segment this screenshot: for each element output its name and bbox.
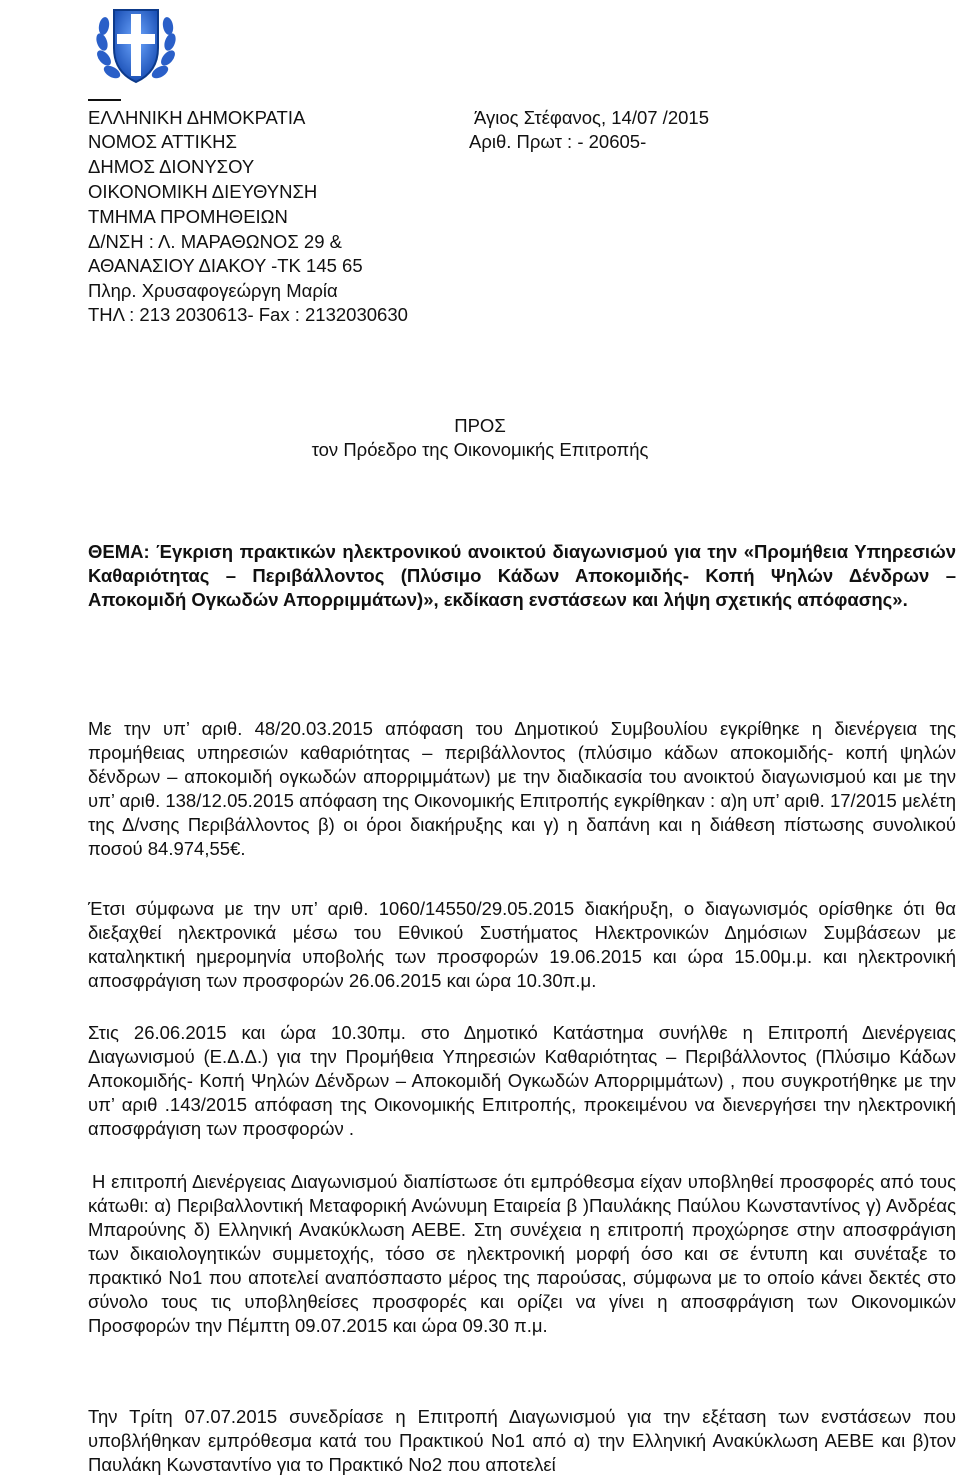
header-line-directorate: ΟΙΚΟΝΟΜΙΚΗ ΔΙΕΥΘΥΝΣΗ	[88, 181, 318, 202]
header-line-address: Δ/ΝΣΗ : Λ. ΜΑΡΑΘΩΝΟΣ 29 &	[88, 231, 342, 252]
header-rule	[88, 99, 121, 101]
recipient-name: τον Πρόεδρο της Οικονομικής Επιτροπής	[311, 439, 649, 460]
header-line-prefecture: ΝΟΜΟΣ ΑΤΤΙΚΗΣ	[88, 131, 237, 152]
header-line-country: ΕΛΛΗΝΙΚΗ ΔΗΜΟΚΡΑΤΙΑ	[88, 107, 306, 128]
greek-coat-of-arms-icon	[92, 2, 180, 90]
paragraph-1: Με την υπ’ αριθ. 48/20.03.2015 απόφαση του Δημοτικού Συμβουλίου εγκρίθηκε η διενέργεια της προμήθειας υπηρεσιών καθαριότητας – περιβάλλοντος (πλύσιμο κάδων αποκομιδής- κοπή ψηλών δένδρων – αποκομιδή ογκωδών απορριμμάτων) με την διαδικασία του ανοικτού διαγωνισμού και με την υπ’ αριθ. 138/12.05.2015 απόφαση της Οικονομικής Επιτροπής εγκρίθηκαν : α)η υπ’ αριθ. 17/2015 μελέτη της Δ/νσης Περιβάλλοντος β) οι όροι διακήρυξης και γ) η δαπάνη και η διάθεση πίστωσης συνολικού ποσού 84.974,55€.	[88, 718, 956, 859]
protocol-number: Αριθ. Πρωτ : - 20605-	[469, 131, 647, 152]
paragraph-5: Την Τρίτη 07.07.2015 συνεδρίασε η Επιτροπή Διαγωνισμού για την εξέταση των ενστάσεων που υποβλήθηκαν εμπρόθεσμα κατά του Πρακτικού Νο1 από α) την Ελληνική Ανακύκλωση ΑΕΒΕ και β)τον Παυλάκη Κωνσταντίνο για το Πρακτικό Νο2 που αποτελεί	[88, 1406, 956, 1475]
header-line-contact: Πληρ. Χρυσαφογεώργη Μαρία	[88, 280, 338, 301]
subject: ΘΕΜΑ: Έγκριση πρακτικών ηλεκτρονικού ανοικτού διαγωνισμού για την «Προμήθεια Υπηρεσιών Καθαριότητας – Περιβάλλοντος (Πλύσιμο Κάδων Αποκομιδής- Κοπή Ψηλών Δένδρων – Αποκομιδή Ογκωδών Απορριμμάτων)», εκδίκαση ενστάσεων και λήψη σχετικής απόφασης».	[88, 541, 956, 610]
recipient-label: ΠΡΟΣ	[454, 415, 506, 436]
place-date: Άγιος Στέφανος, 14/07 /2015	[474, 107, 709, 128]
paragraph-2: Έτσι σύμφωνα με την υπ’ αριθ. 1060/14550/29.05.2015 διακήρυξη, ο διαγωνισμός ορίσθηκε ότι θα διεξαχθεί ηλεκτρονικά μέσω του Εθνικού Συστήματος Ηλεκτρονικών Δημόσιων Συμβάσεων με καταληκτική ημερομηνία υποβολής των προσφορών 19.06.2015 και ώρα 15.00μ.μ. και ηλεκτρονική αποσφράγιση των προσφορών 26.06.2015 και ώρα 10.30π.μ.	[88, 898, 956, 991]
header-line-municipality: ΔΗΜΟΣ ΔΙΟΝΥΣΟΥ	[88, 156, 255, 177]
paragraph-4: Η επιτροπή Διενέργειας Διαγωνισμού διαπίστωσε ότι εμπρόθεσμα είχαν υποβληθεί προσφορές από τους κάτωθι: α) Περιβαλλοντική Μεταφορική Ανώνυμη Εταιρεία β )Παυλάκης Παύλου Κωνσταντίνος γ) Ανδρέας Μπαρούνης δ) Ελληνική Ανακύκλωση ΑΕΒΕ. Στη συνέχεια η επιτροπή προχώρησε στην αποσφράγιση των δικαιολογητικών συμμετοχής, τόσο σε ηλεκτρονική μορφή όσο και σε έντυπη και συνέταξε το πρακτικό Νο1 που αποτελεί αναπόσπαστο μέρος της παρούσας, σύμφωνα με το οποίο κάνει δεκτές στο σύνολο τους τις υποβληθείσες προσφορές και ορίζει να γίνει η αποσφράγιση των Οικονομικών Προσφορών την Πέμπτη 09.07.2015 και ώρα 09.30 π.μ.	[88, 1171, 956, 1336]
header-line-phone: ΤΗΛ : 213 2030613- Fax : 2132030630	[88, 304, 408, 325]
header-line-address-2: ΑΘΑΝΑΣΙΟΥ ΔΙΑΚΟΥ -ΤΚ 145 65	[88, 255, 363, 276]
paragraph-3: Στις 26.06.2015 και ώρα 10.30πμ. στο Δημοτικό Κατάστημα συνήλθε η Επιτροπή Διενέργειας Διαγωνισμού (Ε.Δ.Δ.) για την Προμήθεια Υπηρεσιών Καθαριότητας – Περιβάλλοντος (Πλύσιμο Κάδων Αποκομιδής- Κοπή Ψηλών Δένδρων – Αποκομιδή Ογκωδών Απορριμμάτων) , που συγκροτήθηκε με την υπ’ αριθ .143/2015 απόφαση της Οικονομικής Επιτροπής, προκειμένου να διενεργήσει την ηλεκτρονική αποσφράγιση των προσφορών .	[88, 1022, 956, 1139]
header-line-department: ΤΜΗΜΑ ΠΡΟΜΗΘΕΙΩΝ	[88, 206, 288, 227]
